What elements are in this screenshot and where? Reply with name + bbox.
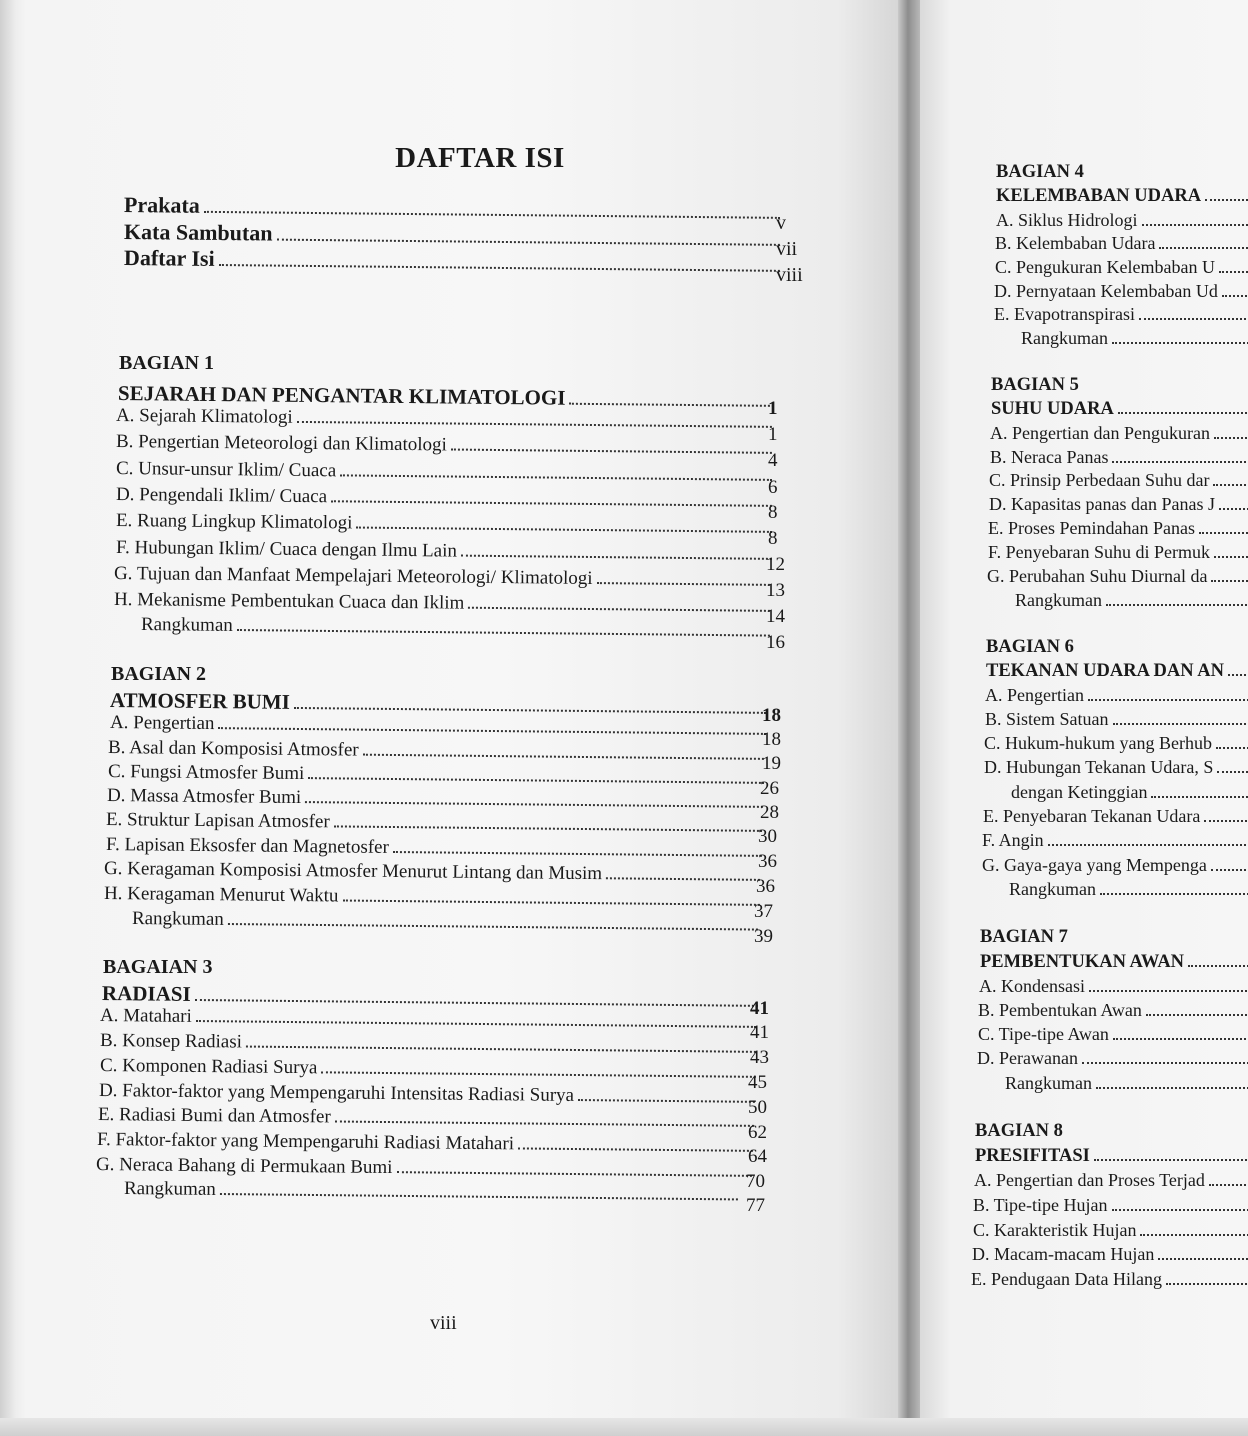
toc-entry: D. Perawanan bbox=[977, 1048, 1248, 1069]
toc-entry: D. Pengendali Iklim/ Cuaca bbox=[116, 484, 776, 513]
part-label: BAGIAN 8 bbox=[975, 1121, 1063, 1141]
toc-entry: B. Kelembaban Udara bbox=[995, 233, 1248, 254]
toc-entry: Rangkuman bbox=[1015, 590, 1248, 611]
toc-entry: A. Pengertian bbox=[110, 712, 770, 741]
toc-entry: Prakata bbox=[124, 192, 784, 225]
toc-entry: E. Proses Pemindahan Panas bbox=[988, 518, 1248, 539]
toc-entry: D. Massa Atmosfer Bumi bbox=[107, 785, 767, 814]
page-title: DAFTAR ISI bbox=[395, 142, 565, 174]
toc-entry: E. Pendugaan Data Hilang bbox=[971, 1269, 1248, 1290]
toc-entry: B. Pembentukan Awan bbox=[978, 1000, 1248, 1021]
toc-page-number: 1 bbox=[768, 398, 778, 419]
toc-page-number: 18 bbox=[762, 729, 781, 750]
toc-entry: G. Gaya-gaya yang Mempenga bbox=[982, 855, 1248, 876]
toc-entry: A. Pengertian dan Pengukuran bbox=[990, 423, 1248, 444]
toc-entry: F. Penyebaran Suhu di Permuk bbox=[988, 542, 1248, 563]
toc-entry: E. Radiasi Bumi dan Atmosfer bbox=[98, 1104, 758, 1133]
toc-entry: B. Tipe-tipe Hujan bbox=[973, 1195, 1248, 1216]
toc-entry: D. Kapasitas panas dan Panas J bbox=[989, 494, 1248, 515]
toc-page-number: 45 bbox=[748, 1072, 767, 1093]
part-label: BAGIAN 6 bbox=[986, 637, 1074, 657]
part-label: BAGIAN 7 bbox=[980, 927, 1068, 947]
toc-entry: A. Pengertian bbox=[985, 685, 1248, 706]
toc-page-number: 41 bbox=[750, 998, 769, 1019]
toc-page-number: v bbox=[776, 212, 786, 234]
toc-page-number: 36 bbox=[758, 851, 777, 872]
toc-entry: G. Tujuan dan Manfaat Mempelajari Meteorologi/ Klimatologi bbox=[114, 563, 774, 592]
toc-entry: B. Pengertian Meteorologi dan Klimatologi bbox=[116, 431, 776, 460]
toc-entry: D. Pernyataan Kelembaban Ud bbox=[994, 281, 1248, 302]
toc-entry: C. Karakteristik Hujan bbox=[973, 1220, 1248, 1241]
toc-entry: Rangkuman bbox=[141, 614, 774, 643]
toc-page-number: viii bbox=[776, 264, 803, 286]
toc-entry: dengan Ketinggian bbox=[1011, 782, 1248, 803]
toc-page-number: 30 bbox=[758, 826, 777, 847]
toc-entry: B. Sistem Satuan bbox=[985, 709, 1248, 730]
part-title: KELEMBABAN UDARA bbox=[996, 186, 1248, 207]
toc-entry: C. Pengukuran Kelembaban U bbox=[995, 257, 1248, 278]
part-label: BAGIAN 4 bbox=[996, 162, 1084, 182]
toc-entry: Daftar Isi bbox=[124, 245, 784, 278]
toc-entry: C. Tipe-tipe Awan bbox=[978, 1024, 1248, 1045]
scan-bottom-edge bbox=[0, 1418, 1248, 1436]
toc-entry: C. Unsur-unsur Iklim/ Cuaca bbox=[116, 458, 776, 487]
part-title: ATMOSFER BUMI bbox=[110, 688, 770, 720]
toc-entry: Rangkuman bbox=[1021, 328, 1248, 349]
toc-entry: H. Mekanisme Pembentukan Cuaca dan Iklim bbox=[114, 589, 774, 618]
toc-page-number: 16 bbox=[766, 632, 785, 653]
toc-page-number: 8 bbox=[768, 502, 778, 523]
toc-entry: C. Prinsip Perbedaan Suhu dar bbox=[989, 470, 1248, 491]
toc-page-number: 43 bbox=[750, 1047, 769, 1068]
toc-entry: E. Penyebaran Tekanan Udara bbox=[983, 806, 1248, 827]
toc-entry: F. Lapisan Eksosfer dan Magnetosfer bbox=[106, 834, 766, 863]
toc-page-number: 6 bbox=[768, 477, 778, 498]
toc-entry: D. Faktor-faktor yang Mempengaruhi Intensitas Radiasi Surya bbox=[99, 1080, 759, 1109]
toc-page-number: 50 bbox=[748, 1097, 767, 1118]
toc-entry: G. Keragaman Komposisi Atmosfer Menurut Lintang dan Musim bbox=[104, 858, 764, 887]
toc-entry: A. Sejarah Klimatologi bbox=[116, 405, 776, 434]
toc-entry: E. Ruang Lingkup Klimatologi bbox=[116, 510, 776, 539]
toc-entry: A. Kondensasi bbox=[979, 976, 1248, 997]
part-title: RADIASI bbox=[102, 981, 762, 1013]
toc-entry: G. Perubahan Suhu Diurnal da bbox=[987, 566, 1248, 587]
toc-entry: D. Hubungan Tekanan Udara, S bbox=[984, 757, 1248, 778]
book-gutter bbox=[898, 0, 920, 1436]
toc-entry: E. Evapotranspirasi bbox=[994, 304, 1248, 325]
toc-entry: Rangkuman bbox=[124, 1178, 742, 1206]
toc-page-number: 8 bbox=[768, 528, 778, 549]
toc-page-number: 62 bbox=[748, 1122, 767, 1143]
part-title: SUHU UDARA bbox=[991, 399, 1248, 420]
toc-entry: Rangkuman bbox=[1009, 879, 1248, 900]
toc-page-number: 19 bbox=[762, 753, 781, 774]
toc-page-number: 64 bbox=[748, 1146, 767, 1167]
toc-entry: B. Asal dan Komposisi Atmosfer bbox=[108, 737, 768, 766]
toc-page-number: 4 bbox=[768, 450, 778, 471]
toc-page-number: 77 bbox=[746, 1195, 765, 1216]
part-label: BAGIAN 1 bbox=[119, 352, 215, 374]
left-page-edge bbox=[0, 0, 26, 1436]
toc-entry: F. Hubungan Iklim/ Cuaca dengan Ilmu Lain bbox=[116, 537, 776, 566]
toc-entry: Rangkuman bbox=[132, 908, 762, 937]
toc-entry: F. Faktor-faktor yang Mempengaruhi Radiasi Matahari bbox=[97, 1129, 757, 1158]
toc-entry: D. Macam-macam Hujan bbox=[972, 1244, 1248, 1265]
toc-entry: F. Angin bbox=[982, 830, 1248, 851]
part-label: BAGIAN 5 bbox=[991, 375, 1079, 395]
toc-page-number: 26 bbox=[760, 778, 779, 799]
part-title: SEJARAH DAN PENGANTAR KLIMATOLOGI bbox=[118, 381, 778, 413]
toc-page-number: 13 bbox=[766, 580, 785, 601]
toc-page-number: vii bbox=[776, 238, 798, 260]
toc-entry: C. Komponen Radiasi Surya bbox=[100, 1055, 760, 1084]
toc-entry: C. Hukum-hukum yang Berhub bbox=[984, 733, 1248, 754]
toc-page-number: 1 bbox=[768, 424, 778, 445]
toc-page-number: 14 bbox=[766, 606, 785, 627]
toc-entry: B. Konsep Radiasi bbox=[100, 1030, 760, 1059]
toc-entry: B. Neraca Panas bbox=[990, 447, 1248, 468]
toc-page-number: 36 bbox=[756, 876, 775, 897]
part-title: PEMBENTUKAN AWAN bbox=[980, 952, 1248, 973]
toc-entry: A. Siklus Hidrologi bbox=[996, 210, 1248, 231]
toc-entry: H. Keragaman Menurut Waktu bbox=[104, 883, 764, 912]
toc-page-number: 18 bbox=[762, 705, 781, 726]
toc-entry: E. Struktur Lapisan Atmosfer bbox=[106, 809, 766, 838]
part-title: PRESIFITASI bbox=[975, 1146, 1248, 1167]
toc-page-number: 37 bbox=[754, 901, 773, 922]
page-number-footer: viii bbox=[430, 1312, 457, 1334]
part-label: BAGAIAN 3 bbox=[103, 956, 213, 978]
toc-page-number: 41 bbox=[750, 1022, 769, 1043]
toc-page-number: 70 bbox=[746, 1171, 765, 1192]
toc-entry: Rangkuman bbox=[1005, 1073, 1248, 1094]
part-title: TEKANAN UDARA DAN AN bbox=[986, 661, 1248, 682]
toc-page-number: 39 bbox=[754, 926, 773, 947]
toc-page-number: 12 bbox=[766, 554, 785, 575]
part-label: BAGIAN 2 bbox=[111, 663, 207, 685]
toc-entry: A. Pengertian dan Proses Terjad bbox=[974, 1170, 1248, 1191]
toc-entry: C. Fungsi Atmosfer Bumi bbox=[108, 761, 768, 790]
toc-entry: A. Matahari bbox=[100, 1005, 760, 1034]
toc-page-number: 28 bbox=[760, 802, 779, 823]
toc-entry: G. Neraca Bahang di Permukaan Bumi bbox=[96, 1154, 756, 1183]
toc-entry: Kata Sambutan bbox=[124, 219, 784, 252]
